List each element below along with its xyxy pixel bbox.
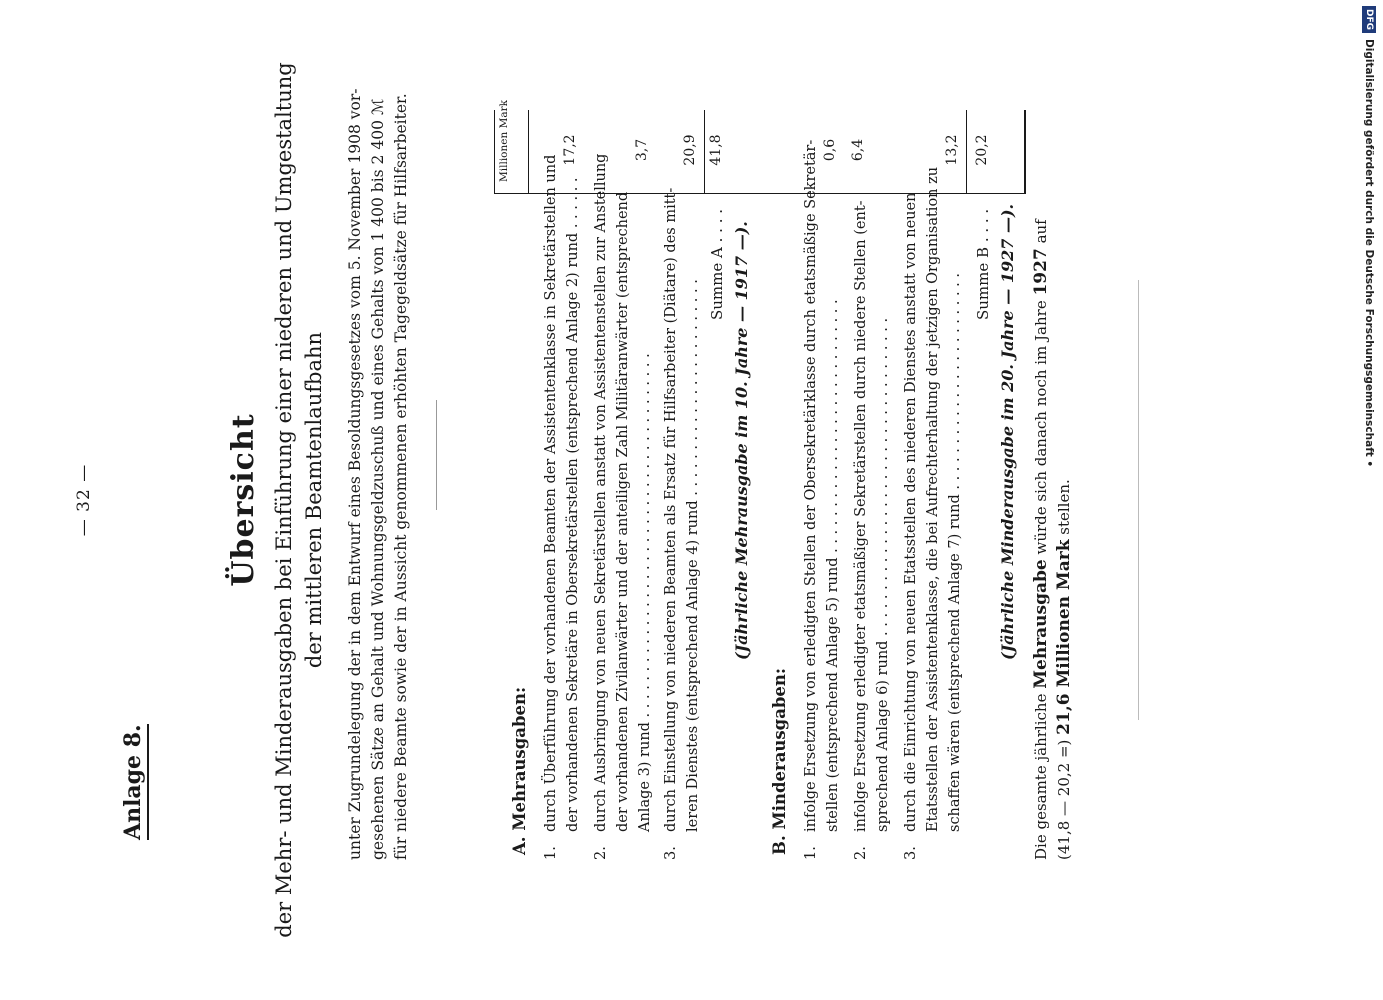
sum-rule [966,110,967,194]
item-line: sprechend Anlage 6) rund . . . . . . . . . . . . . . . . . . . . . . . . . . . . . . . . . . . [875,317,891,832]
item-line: der vorhandenen Sekretäre in Obersekretärstellen (entsprechend Anlage 2) rund . . . . . . [565,177,581,832]
intro-paragraph [344,88,413,860]
total-amount: 21,6 Millionen Mark [1054,539,1074,735]
item-line: durch Einstellung von niederen Beamten als Ersatz für Hilfsarbeiter (Diätare) des mitt- [663,187,679,832]
appendix-label: Anlage 8. [120,724,149,840]
value-cell: 20,9 [682,134,698,166]
list-item [660,187,704,860]
value-cell: 6,4 [850,138,866,162]
item-number: 1. [803,846,819,860]
item-line: durch Überführung der vorhandenen Beamten der Assistentenklasse in Sekretärstellen und [543,154,559,832]
value-cell: 17,2 [562,134,578,166]
funding-notice [1358,6,1380,994]
list-item [850,200,894,860]
value-cell: 3,7 [634,138,650,162]
item-number: 3. [903,846,919,860]
item-line: Etatsstellen der Assistentenklasse, die bei Aufrechterhaltung der jetzigen Organisation zu [925,166,941,832]
item-line: schaffen wären (entsprechend Anlage 7) rund . . . . . . . . . . . . . . . . . . . . . . . . [947,273,963,832]
sum-b-label: Summe B . . . . [974,208,992,320]
table-bottom-rule [1024,110,1026,194]
item-line: infolge Ersetzung von erledigten Stellen der Obersekretärklasse durch etatsmäßige Sekretär- [803,139,819,832]
item-number: 2. [853,846,869,860]
intro-line: für niedere Beamte sowie der in Aussicht genommenen erhöhten Tagegeldsätze für Hilfsarbeiter. [392,93,410,860]
item-number: 1. [543,846,559,860]
section-a-heading: A. Mehrausgaben: [510,686,529,855]
conclusion-line-1: Die gesamte jährliche Mehrausgabe würde sich danach noch im Jahre 1927 auf [1031,219,1051,860]
funding-text: Digitalisierung gefördert durch die Deutsche Forschungsgemeinschaft • [1363,39,1375,468]
table-header-rule [528,110,529,194]
emphasis: Mehrausgabe [1031,559,1051,689]
list-item [540,154,584,860]
sum-b-value: 20,2 [974,134,990,166]
annual-increase: (Jährliche Mehrausgabe im 10. Jahre — 1917 —). [732,221,751,660]
item-number: 3. [663,846,679,860]
sum-a-value: 41,8 [708,134,724,166]
intro-line: unter Zugrundelegung der in dem Entwurf eines Besoldungsgesetzes vom 5. November 1908 vor- [346,88,364,860]
table-top-rule [494,110,495,194]
divider [436,400,437,510]
section-b-heading: B. Minderausgaben: [770,667,789,855]
item-line: durch Ausbringung von neuen Sekretärstellen anstatt von Assistentenstellen zur Anstellung [593,153,609,832]
column-header: Millionen Mark [498,100,510,182]
item-number: 2. [593,846,609,860]
value-cell: 0,6 [822,138,838,162]
list-item [590,153,656,860]
subtitle-line-1: der Mehr- und Minderausgaben bei Einführung einer niederen und Umgestaltung [272,62,296,938]
year: 1927 [1031,248,1051,296]
conclusion-paragraph [1030,140,1076,860]
conclusion-line-2: (41,8 — 20,2 =) 21,6 Millionen Mark stellen. [1054,479,1074,860]
item-line: leren Dienstes (entsprechend Anlage 4) rund . . . . . . . . . . . . . . . . . . . . . . . . [685,279,701,832]
annual-decrease: (Jährliche Minderausgabe im 20. Jahre — 1927 —). [998,203,1017,660]
sum-rule [704,110,705,194]
item-line: der vorhandenen Zivilanwärter und der anteiligen Zahl Militäranwärter (entsprechend [615,191,631,832]
sum-a-label: Summe A . . . . [708,208,726,320]
item-line: infolge Ersetzung erledigter etatsmäßiger Sekretärstellen durch niedere Stellen (ent- [853,200,869,832]
dfg-logo: DFG [1362,6,1376,33]
item-line: stellen (entsprechend Anlage 5) rund . . . . . . . . . . . . . . . . . . . . . . . . . . . . [825,299,841,832]
item-line: Anlage 3) rund . . . . . . . . . . . . . . . . . . . . . . . . . . . . . . . . . . . . . . . . [637,353,653,832]
subtitle-line-2: der mittleren Beamtenlaufbahn [302,331,326,669]
item-line: durch die Einrichtung von neuen Etatsstellen des niederen Dienstes anstatt von neuen [903,192,919,832]
page-title: Übersicht [226,413,261,587]
intro-line: gesehenen Sätze an Gehalt und Wohnungsgeldzuschuß und eines Gehalts von 1 400 bis 2 400 ℳ [369,98,387,860]
list-item [900,166,966,860]
divider [1138,280,1139,720]
value-cell: 13,2 [944,134,960,166]
page-number: — 32 — [74,463,94,537]
